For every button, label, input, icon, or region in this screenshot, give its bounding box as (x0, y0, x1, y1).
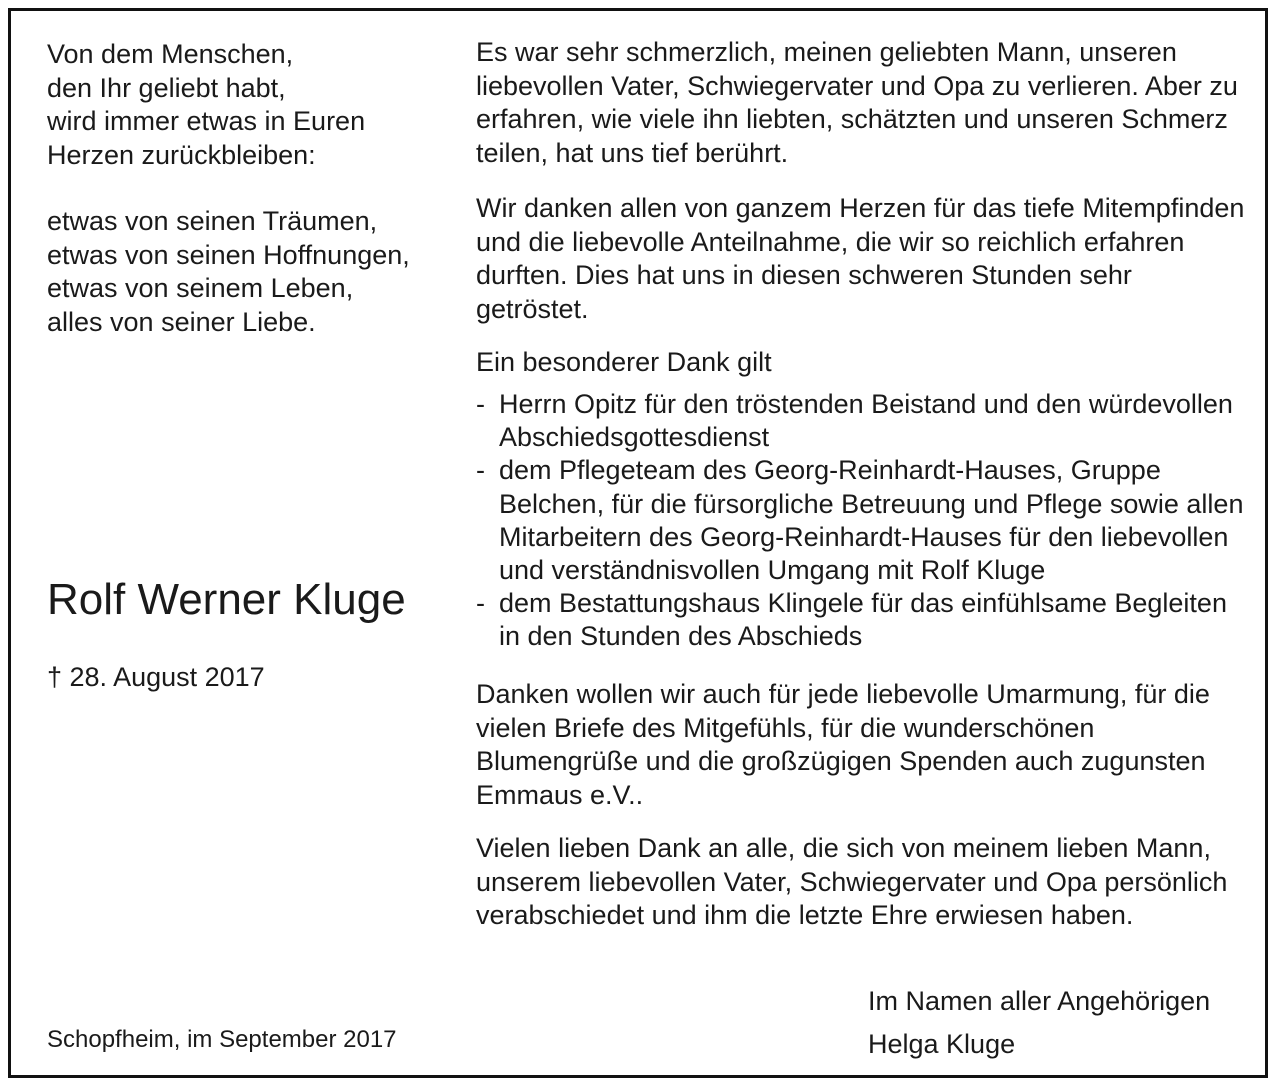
verse-line: etwas von seinen Träumen, (47, 206, 378, 236)
paragraph-final-thanks: Vielen lieben Dank an alle, die sich von meinem lieben Mann, unserem liebevollen Vater, Schwiegervater und Opa persönlich verabschiedet und ihm die letzte Ehre erwiesen haben. (476, 833, 1228, 930)
list-item-text: dem Bestattungshaus Klingele für das einfühlsame Begleiten in den Stunden des Abschieds (499, 588, 1227, 652)
special-thanks-list (476, 388, 1251, 654)
paragraph-thanks-all: Wir danken allen von ganzem Herzen für das tiefe Mitempfinden und die liebevolle Anteilnahme, die wir so reichlich erfahren durften. Dies hat uns in diesen schweren Stunden sehr getröstet. (476, 193, 1245, 324)
verse-line: wird immer etwas in Euren (47, 106, 366, 136)
verse-line: den Ihr geliebt habt, (47, 72, 286, 103)
paragraph-intro: Es war sehr schmerzlich, meinen geliebten Mann, unseren liebevollen Vater, Schwiegervater und Opa zu verlieren. Aber zu erfahren, wie viele ihn liebten, schätzten und unseren Schmerz teilen, hat uns tief berührt. (476, 37, 1238, 168)
deceased-name: Rolf Werner Kluge (47, 575, 406, 624)
verse-line: alles von seiner Liebe. (47, 306, 316, 337)
verse-line: etwas von seinen Hoffnungen, (47, 239, 410, 270)
death-date: † 28. August 2017 (47, 662, 265, 692)
list-item-text: dem Pflegeteam des Georg-Reinhardt-Hauses, Gruppe Belchen, für die fürsorgliche Betreuung und Pflege sowie allen Mitarbeitern des Georg-Reinhardt-Hauses für den liebevollen und verständnisvollen Umgang mit Rolf Kluge (499, 455, 1244, 586)
list-item (476, 388, 1251, 454)
signature-line-family: Im Namen aller Angehörigen (868, 986, 1211, 1016)
verse-line: Von dem Menschen, (47, 39, 294, 69)
list-item-text: Herrn Opitz für den tröstenden Beistand und den würdevollen Abschiedsgottesdienst (499, 389, 1233, 453)
stanza-gap (47, 172, 457, 205)
signature-block (868, 980, 1210, 1066)
paragraph-further-thanks: Danken wollen wir auch für jede liebevolle Umarmung, für die vielen Briefe des Mitgefühls, für die wunderschönen Blumengrüße und die großzügigen Spenden auch zugunsten Emmaus e.V.. (476, 679, 1210, 810)
special-thanks-intro: Ein besonderer Dank gilt (476, 347, 772, 377)
bullet-dash: - (476, 389, 485, 419)
place-and-date: Schopfheim, im September 2017 (47, 1026, 397, 1053)
verse-line: Herzen zurückbleiben: (47, 139, 316, 170)
bullet-dash: - (476, 455, 485, 486)
verse-line: etwas von seinem Leben, (47, 273, 354, 303)
signature-line-name: Helga Kluge (868, 1029, 1016, 1059)
memorial-verse (47, 38, 457, 339)
list-item (476, 454, 1251, 587)
list-item (476, 587, 1251, 653)
bullet-dash: - (476, 588, 485, 619)
